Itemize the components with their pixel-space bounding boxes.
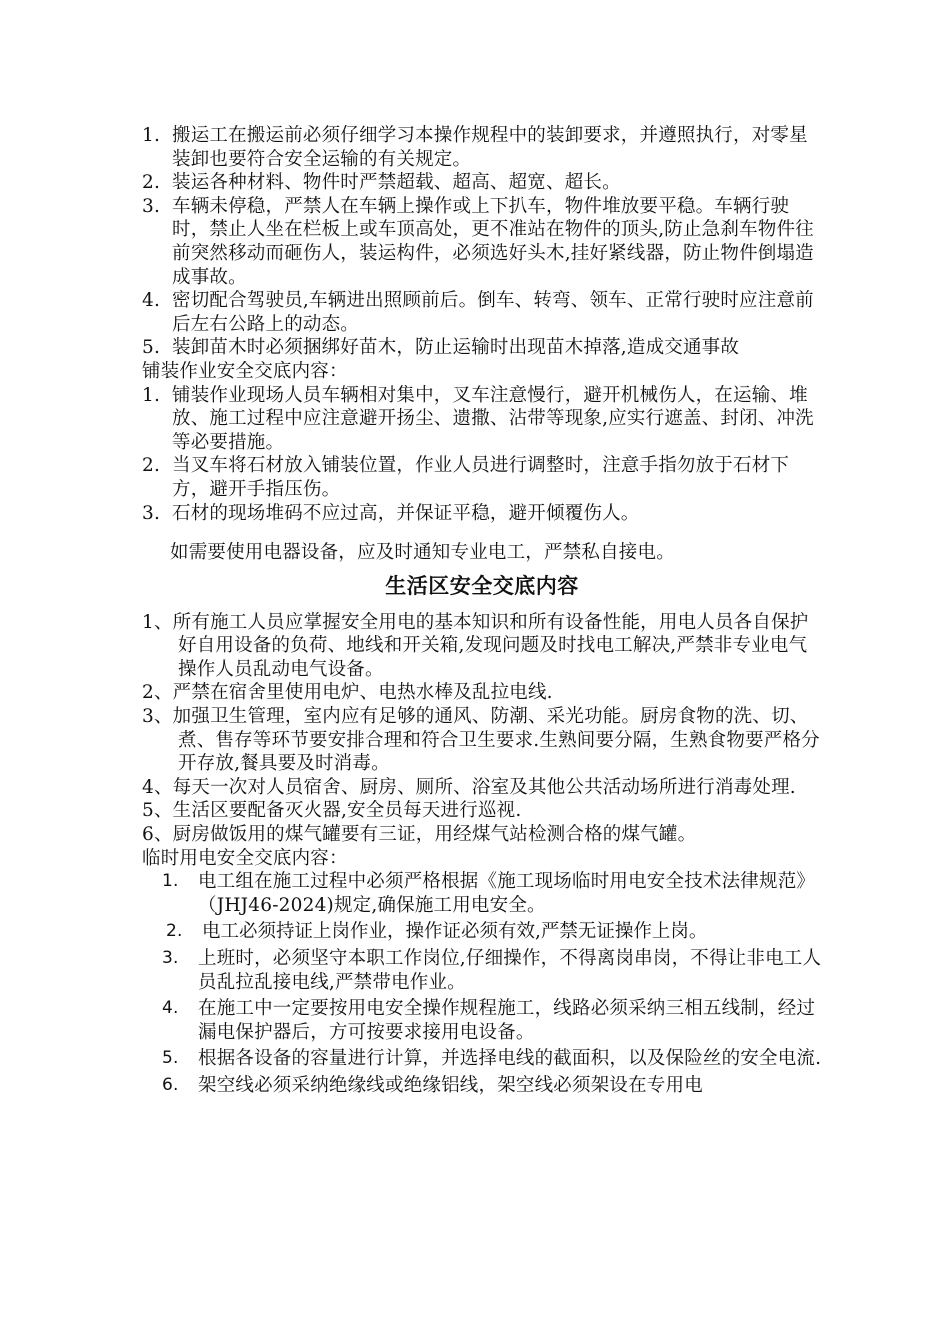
electric-heading: 临时用电安全交底内容： [142,847,348,869]
item-text: 搬运工在搬运前必须仔细学习本操作规程中的装卸要求，并遵照执行，对零星装卸也要符合安全运输的有关规定。 [172,125,808,170]
list-item [142,1047,822,1071]
item-number: 6. [162,1074,179,1095]
item-text: 严禁在宿舍里使用电炉、电热水棒及乱拉电线. [172,682,553,704]
list-item [142,502,822,526]
item-text: 装卸苗木时必须捆绑好苗木，防止运输时出现苗木掉落,造成交通事故 [172,337,740,359]
list-item [142,384,822,455]
list-item [142,454,822,501]
list-item [142,947,822,994]
list-item [142,336,822,360]
item-number: 6、 [142,824,173,846]
item-number: 1、 [142,611,173,633]
list-item [142,870,822,917]
item-number: 4. [162,998,179,1019]
item-number: 3、 [142,706,173,728]
item-text: 在施工中一定要按用电安全操作规程施工，线路必须采纳三相五线制，经过漏电保护器后，方可按要求接用电设备。 [198,998,816,1043]
paving-list [142,384,822,526]
item-number: 5. [142,337,161,359]
item-text: 根据各设备的容量进行计算，并选择电线的截面积，以及保险丝的安全电流. [198,1048,822,1070]
item-number: 2. [142,172,161,194]
item-text: 车辆未停稳，严禁人在车辆上操作或上下扒车，物件堆放要平稳。车辆行驶时，禁止人坐在栏板上或车顶高处，更不准站在物件的顶头,防止急刹车物件往前突然移动而砸伤人，装运构件，必须选好头木,挂好紧线器，防止物件倒塌造成事故。 [172,195,814,288]
electric-list [142,870,822,1097]
list-item [142,124,822,171]
item-text: 加强卫生管理，室内应有足够的通风、防潮、采光功能。厨房食物的洗、切、煮、售存等环节要安排合理和符合卫生要求.生熟间要分隔，生熟食物要严格分开存放,餐具要及时消毒。 [172,706,820,775]
section-title: 生活区安全交底内容 [385,572,579,598]
list-item [142,171,822,195]
document-body [142,124,822,1101]
transport-list [142,124,822,360]
list-item [142,681,822,705]
item-text: 厨房做饭用的煤气罐要有三证，用经煤气站检测合格的煤气罐。 [172,824,697,846]
item-number: 1. [162,871,179,892]
list-item [142,799,822,823]
item-number: 2. [166,921,183,942]
item-number: 4. [142,290,161,312]
paving-heading: 铺装作业安全交底内容： [142,360,348,382]
item-text: 每天一次对人员宿舍、厨房、厕所、浴室及其他公共活动场所进行消毒处理. [172,776,796,798]
item-number: 5. [162,1048,179,1069]
item-text: 生活区要配备灭火器,安全员每天进行巡视. [172,800,522,822]
item-text: 上班时，必须坚守本职工作岗位,仔细操作，不得离岗串岗，不得让非电工人员乱拉乱接电线,严禁带电作业。 [198,948,822,993]
item-number: 2. [142,455,161,477]
item-number: 3. [142,195,161,217]
item-text: 电工必须持证上岗作业，操作证必须有效,严禁无证操作上岗。 [202,921,708,943]
item-text: 装运各种材料、物件时严禁超载、超高、超宽、超长。 [172,172,621,194]
item-number: 3. [142,502,161,524]
list-item [142,920,822,944]
item-number: 2、 [142,682,173,704]
list-item [142,997,822,1044]
list-item [142,195,822,289]
living-list [142,611,822,847]
list-item [142,1074,822,1098]
item-text: 所有施工人员应掌握安全用电的基本知识和所有设备性能，用电人员各自保护好自用设备的负荷、地线和开关箱,发现问题及时找电工解决,严禁非专业电气操作人员乱动电气设备。 [172,611,809,680]
item-number: 3. [162,948,179,968]
item-text: 铺装作业现场人员车辆相对集中，叉车注意慢行，避开机械伤人，在运输、堆放、施工过程中应注意避开扬尘、遗撒、沾带等现象,应实行遮盖、封闭、冲洗等必要措施。 [172,384,814,453]
item-number: 4、 [142,776,173,798]
list-item [142,776,822,800]
item-text: 石材的现场堆码不应过高，并保证平稳，避开倾覆伤人。 [172,502,640,524]
list-item [142,611,822,682]
item-text: 当叉车将石材放入铺装位置，作业人员进行调整时，注意手指勿放于石材下方，避开手指压伤。 [172,455,790,500]
list-item [142,823,822,847]
item-number: 1. [142,125,161,146]
item-text: 电工组在施工过程中必须严格根据《施工现场临时用电安全技术法律规范》（JHJ46-2024)规定,确保施工用电安全。 [198,871,816,916]
list-item [142,289,822,336]
item-text: 密切配合驾驶员,车辆进出照顾前后。倒车、转弯、领车、正常行驶时应注意前后左右公路上的动态。 [172,290,814,335]
list-item [142,705,822,776]
electrical-note: 如需要使用电器设备，应及时通知专业电工，严禁私自接电。 [170,542,675,564]
item-text: 架空线必须采纳绝缘线或绝缘铝线，架空线必须架设在专用电 [198,1074,703,1096]
item-number: 5、 [142,800,173,822]
item-number: 1. [142,384,161,406]
